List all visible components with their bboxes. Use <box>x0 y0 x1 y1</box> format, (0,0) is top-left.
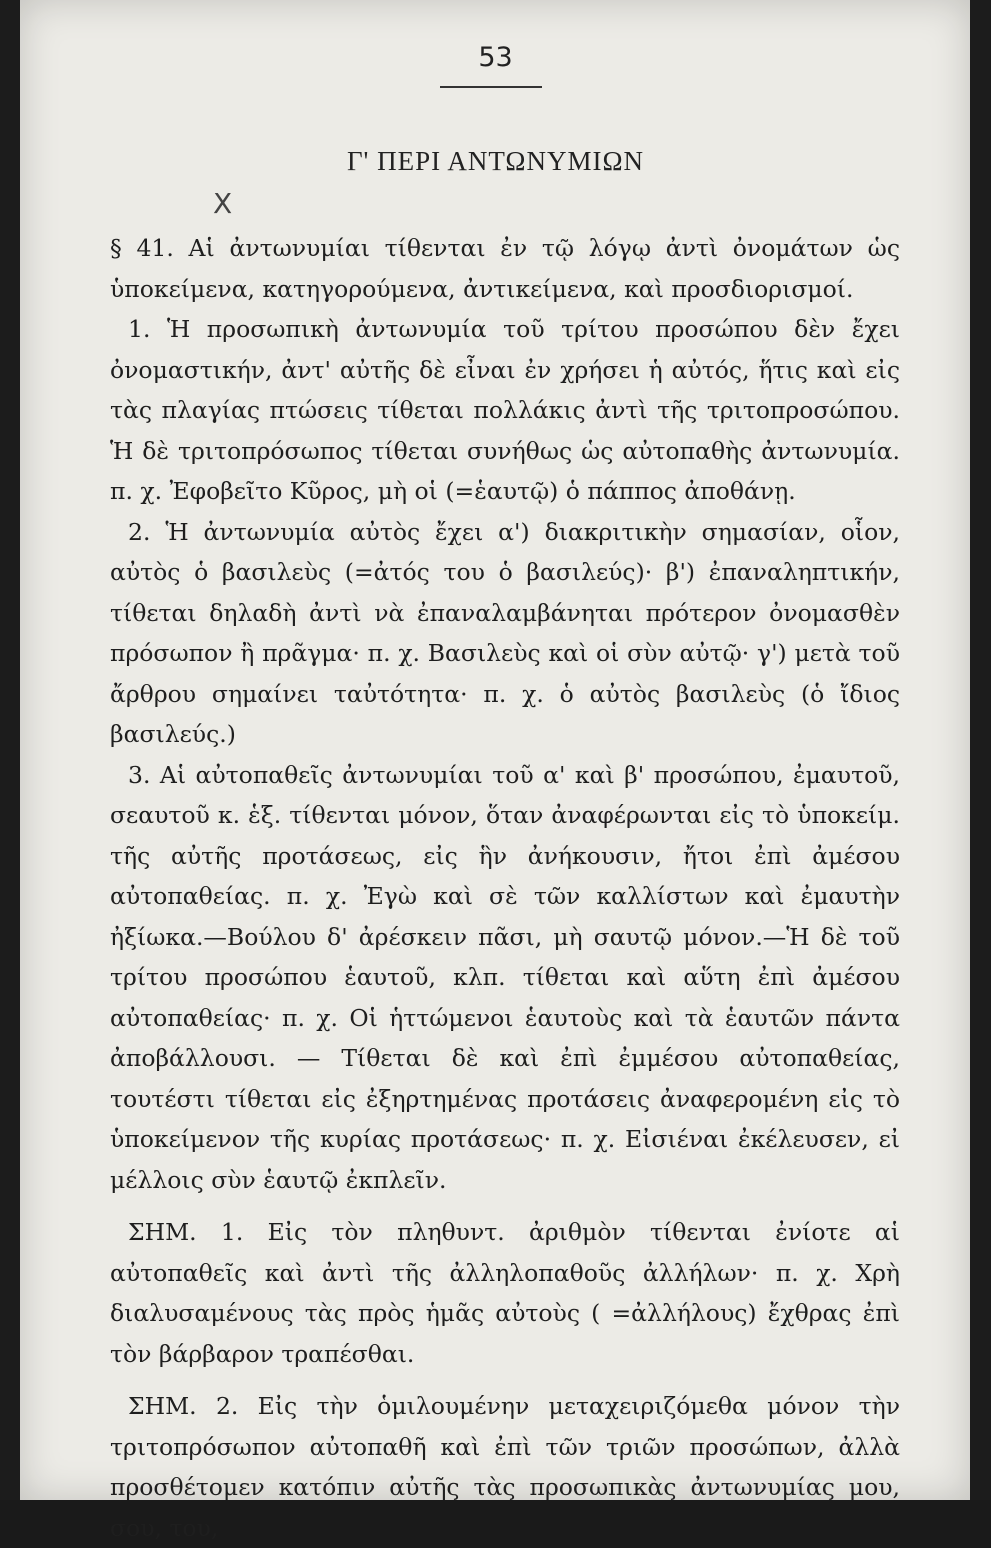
body-text <box>110 228 900 1548</box>
paragraph-2: 2. Ἡ ἀντωνυμία αὐτὸς ἔχει α') διακριτικὴν σημασίαν, οἷον, αὐτὸς ὁ βασιλεὺς (=ἀτός του ὁ βασιλεύς)· β') ἐπαναληπτικήν, τίθεται δηλαδὴ ἀντὶ νὰ ἐπαναλαμβάνηται πρότερον ὀνομασθὲν πρόσωπον ἢ πρᾶγμα· π. χ. Βασιλεὺς καὶ οἱ σὺν αὐτῷ· γ') μετὰ τοῦ ἄρθρου σημαίνει ταὐτότητα· π. χ. ὁ αὐτὸς βασιλεὺς (ὁ ἴδιος βασιλεύς.) <box>110 517 900 748</box>
paragraph-3: 3. Αἱ αὐτοπαθεῖς ἀντωνυμίαι τοῦ α' καὶ β' προσώπου, ἐμαυτοῦ, σεαυτοῦ κ. ἑξ. τίθενται μόνον, ὅταν ἀναφέρωνται εἰς τὸ ὑποκείμ. τῆς αὐτῆς προτάσεως, εἰς ἣν ἀνήκουσιν, ἤτοι ἐπὶ ἀμέσου αὐτοπαθείας. π. χ. Ἐγὼ καὶ σὲ τῶν καλλίστων καὶ ἐμαυτὴν ἠξίωκα.—Βούλου δ' ἀρέσκειν πᾶσι, μὴ σαυτῷ μόνον.—Ἡ δὲ τοῦ τρίτου προσώπου ἑαυτοῦ, κλπ. τίθεται καὶ αὕτη ἐπὶ ἀμέσου αὐτοπαθείας· π. χ. Οἱ ἡττώμενοι ἑαυτοὺς καὶ τὰ ἑαυτῶν πάντα ἀποβάλλουσι. — Τίθεται δὲ καὶ ἐπὶ ἐμμέσου αὐτοπαθείας, τουτέστι τίθεται εἰς ἐξηρτημένας προτάσεις ἀναφερομένη εἰς τὸ ὑποκείμενον τῆς κυρίας προτάσεως· π. χ. Εἰσιέναι ἐκέλευσεν, εἰ μέλλοις σὺν ἑαυτῷ ἐκπλεῖν. <box>110 760 900 1194</box>
page-number: 53 <box>478 42 513 73</box>
note-1: ΣΗΜ. 1. Εἰς τὸν πληθυντ. ἀριθμὸν τίθενται ἐνίοτε αἱ αὐτοπαθεῖς καὶ ἀντὶ τῆς ἀλληλοπαθοῦς ἀλλήλων· π. χ. Χρὴ διαλυσαμένους τὰς πρὸς ἡμᾶς αὐτοὺς ( =ἀλλήλους) ἔχθρας ἐπὶ τὸν βάρβαρον τραπέσθαι. <box>110 1218 900 1368</box>
note-2: ΣΗΜ. 2. Εἰς τὴν ὁμιλουμένην μεταχειριζόμεθα μόνον τὴν τριτοπρόσωπον αὐτοπαθῆ καὶ ἐπὶ τῶν τριῶν προσώπων, ἀλλὰ προσθέτομεν κατόπιν αὐτῆς τὰς προσωπικὰς ἀντωνυμίας μου, σου, του, <box>110 1392 900 1542</box>
page-number-rule <box>440 86 542 88</box>
paragraph-1: 1. Ἡ προσωπικὴ ἀντωνυμία τοῦ τρίτου προσώπου δὲν ἔχει ὀνομαστικήν, ἀντ' αὐτῆς δὲ εἶναι ἐν χρήσει ἡ αὐτός, ἥτις καὶ εἰς τὰς πλαγίας πτώσεις τίθεται πολλάκις ἀντὶ τῆς τριτοπροσώπου. Ἡ δὲ τριτοπρόσωπος τίθεται συνήθως ὡς αὐτοπαθὴς ἀντωνυμία. π. χ. Ἐφοβεῖτο Κῦρος, μὴ οἱ (=ἑαυτῷ) ὁ πάππος ἀποθάνῃ. <box>110 315 900 505</box>
chapter-heading: Γ' ΠΕΡΙ ΑΝΤΩΝΥΜΙΩΝ <box>346 146 645 176</box>
section-41-paragraph: § 41. Αἱ ἀντωνυμίαι τίθενται ἐν τῷ λόγῳ ἀντὶ ὀνομάτων ὡς ὑποκείμενα, κατηγορούμενα, ἀντικείμενα, καὶ προσδιορισμοί. <box>110 234 900 303</box>
pencil-margin-mark: X <box>213 187 233 220</box>
